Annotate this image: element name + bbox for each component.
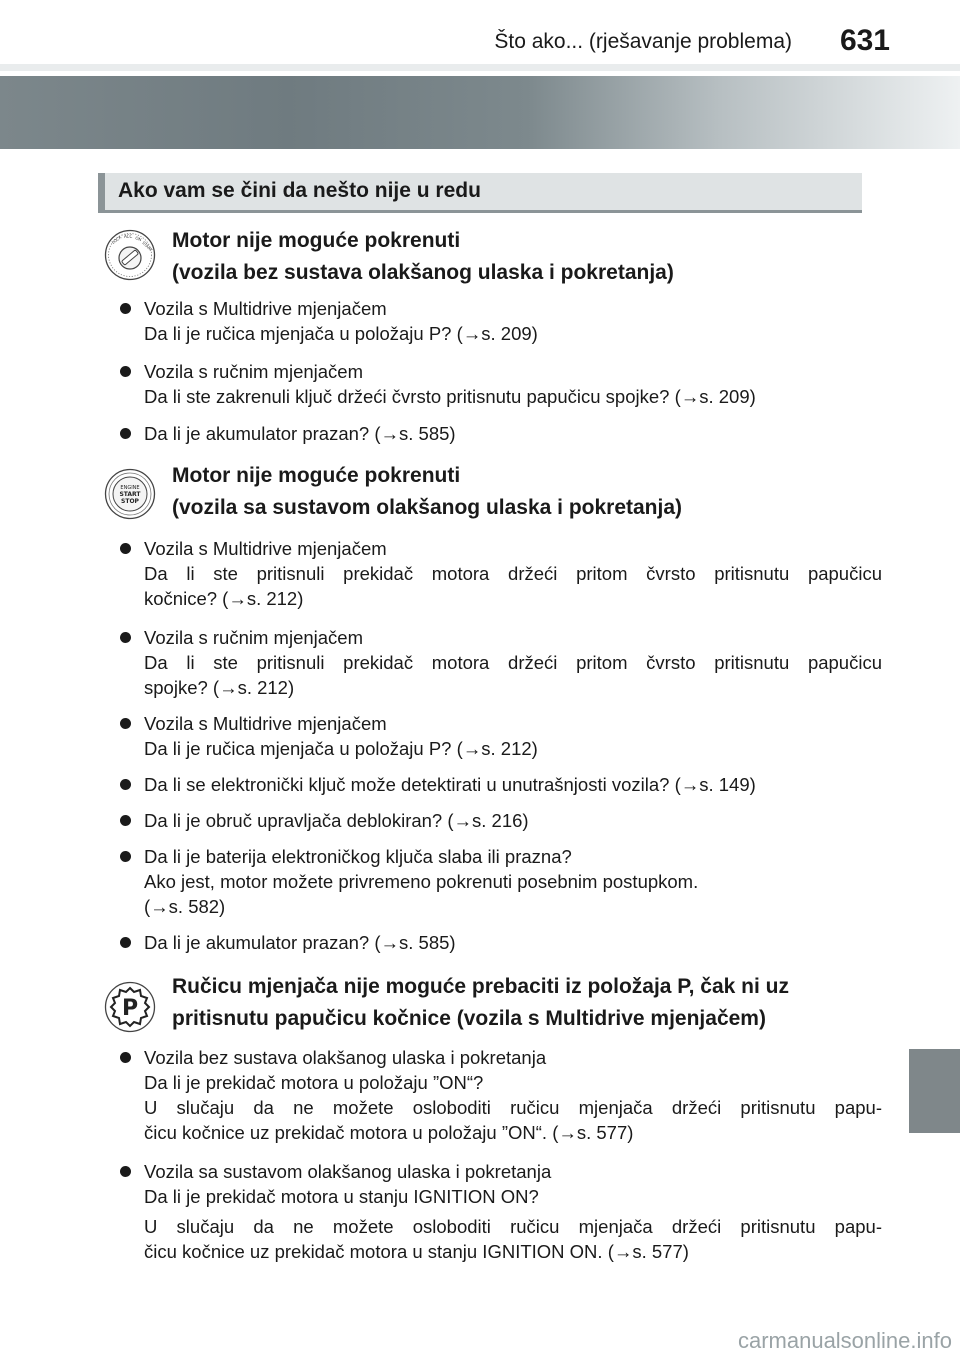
chapter-title: Što ako... (rješavanje problema) <box>494 30 792 53</box>
list-item: Vozila s Multidrive mjenjačem Da li je ručica mjenjača u položaju P? (→s. 209) <box>120 296 882 346</box>
list-item: Da li je baterija elektroničkog ključa slaba ili prazna? Ako jest, motor možete privremeno pokrenuti posebnim postupkom. (→s. 582) <box>120 844 882 919</box>
park-letter: P <box>121 996 139 1021</box>
list-item: Da li je obruč upravljača deblokiran? (→s. 216) <box>120 808 882 833</box>
list-item: Da li je akumulator prazan? (→s. 585) <box>120 421 882 446</box>
header-divider <box>0 64 960 71</box>
button-label-start: START <box>119 491 141 498</box>
park-position-gear-icon <box>104 981 156 1033</box>
button-label-engine: ENGINE <box>120 485 140 491</box>
subsection-heading: Ručicu mjenjača nije moguće prebaciti iz položaja P, čak ni uz pritisnutu papučicu kočnice (vozila s Multidrive mjenjačem) <box>172 975 789 1030</box>
list-item: Vozila sa sustavom olakšanog ulaska i pokretanja Da li je prekidač motora u stanju IGNITION ON? U slučaju da ne možete osloboditi ručicu mjenjača držeći pritisnutu papu- čicu kočnice uz prekidač motora u stanju IGNITION ON. (→s. 577) <box>120 1159 882 1264</box>
engine-start-stop-button-icon <box>104 468 156 520</box>
page-header <box>0 0 960 64</box>
ignition-key-switch-icon <box>104 229 156 281</box>
button-label-stop: STOP <box>121 498 139 505</box>
chapter-side-tab <box>909 1049 960 1133</box>
key-label-lock: LOCK <box>110 234 123 245</box>
list-item: Da li je akumulator prazan? (→s. 585) <box>120 930 882 955</box>
page-number: 631 <box>839 24 890 57</box>
chapter-banner <box>0 76 960 149</box>
subsection-heading: Motor nije moguće pokrenuti (vozila bez sustava olakšanog ulaska i pokretanja) <box>172 229 674 284</box>
key-label-on: ON <box>134 235 143 243</box>
list-item: Vozila s Multidrive mjenjačem Da li ste pritisnuli prekidač motora držeći pritom čvrsto pritisnutu papučicu kočnice? (→s. 212) <box>120 536 882 611</box>
section-title: Ako vam se čini da nešto nije u redu <box>118 179 481 202</box>
key-label-acc: ACC <box>124 234 133 239</box>
key-label-start: START <box>141 240 154 253</box>
list-item: Vozila s ručnim mjenjačem Da li ste zakrenuli ključ držeći čvrsto pritisnutu papučicu spojke? (→s. 209) <box>120 359 882 409</box>
watermark: carmanualsonline.info <box>737 1328 952 1353</box>
list-item: Vozila s Multidrive mjenjačem Da li je ručica mjenjača u položaju P? (→s. 212) <box>120 711 882 761</box>
subsection-heading: Motor nije moguće pokrenuti (vozila sa sustavom olakšanog ulaska i pokretanja) <box>172 464 683 519</box>
section-heading-box <box>98 173 862 213</box>
list-item: Vozila s ručnim mjenjačem Da li ste pritisnuli prekidač motora držeći pritom čvrsto pritisnutu papučicu spojke? (→s. 212) <box>120 625 882 700</box>
list-item: Da li se elektronički ključ može detektirati u unutrašnjosti vozila? (→s. 149) <box>120 772 882 797</box>
list-item: Vozila bez sustava olakšanog ulaska i pokretanja Da li je prekidač motora u položaju ”ON“? U slučaju da ne možete osloboditi ručicu mjenjača držeći pritisnutu papu- čicu kočnice uz prekidač motora u položaju ”ON“. (→s. 577) <box>120 1045 882 1145</box>
